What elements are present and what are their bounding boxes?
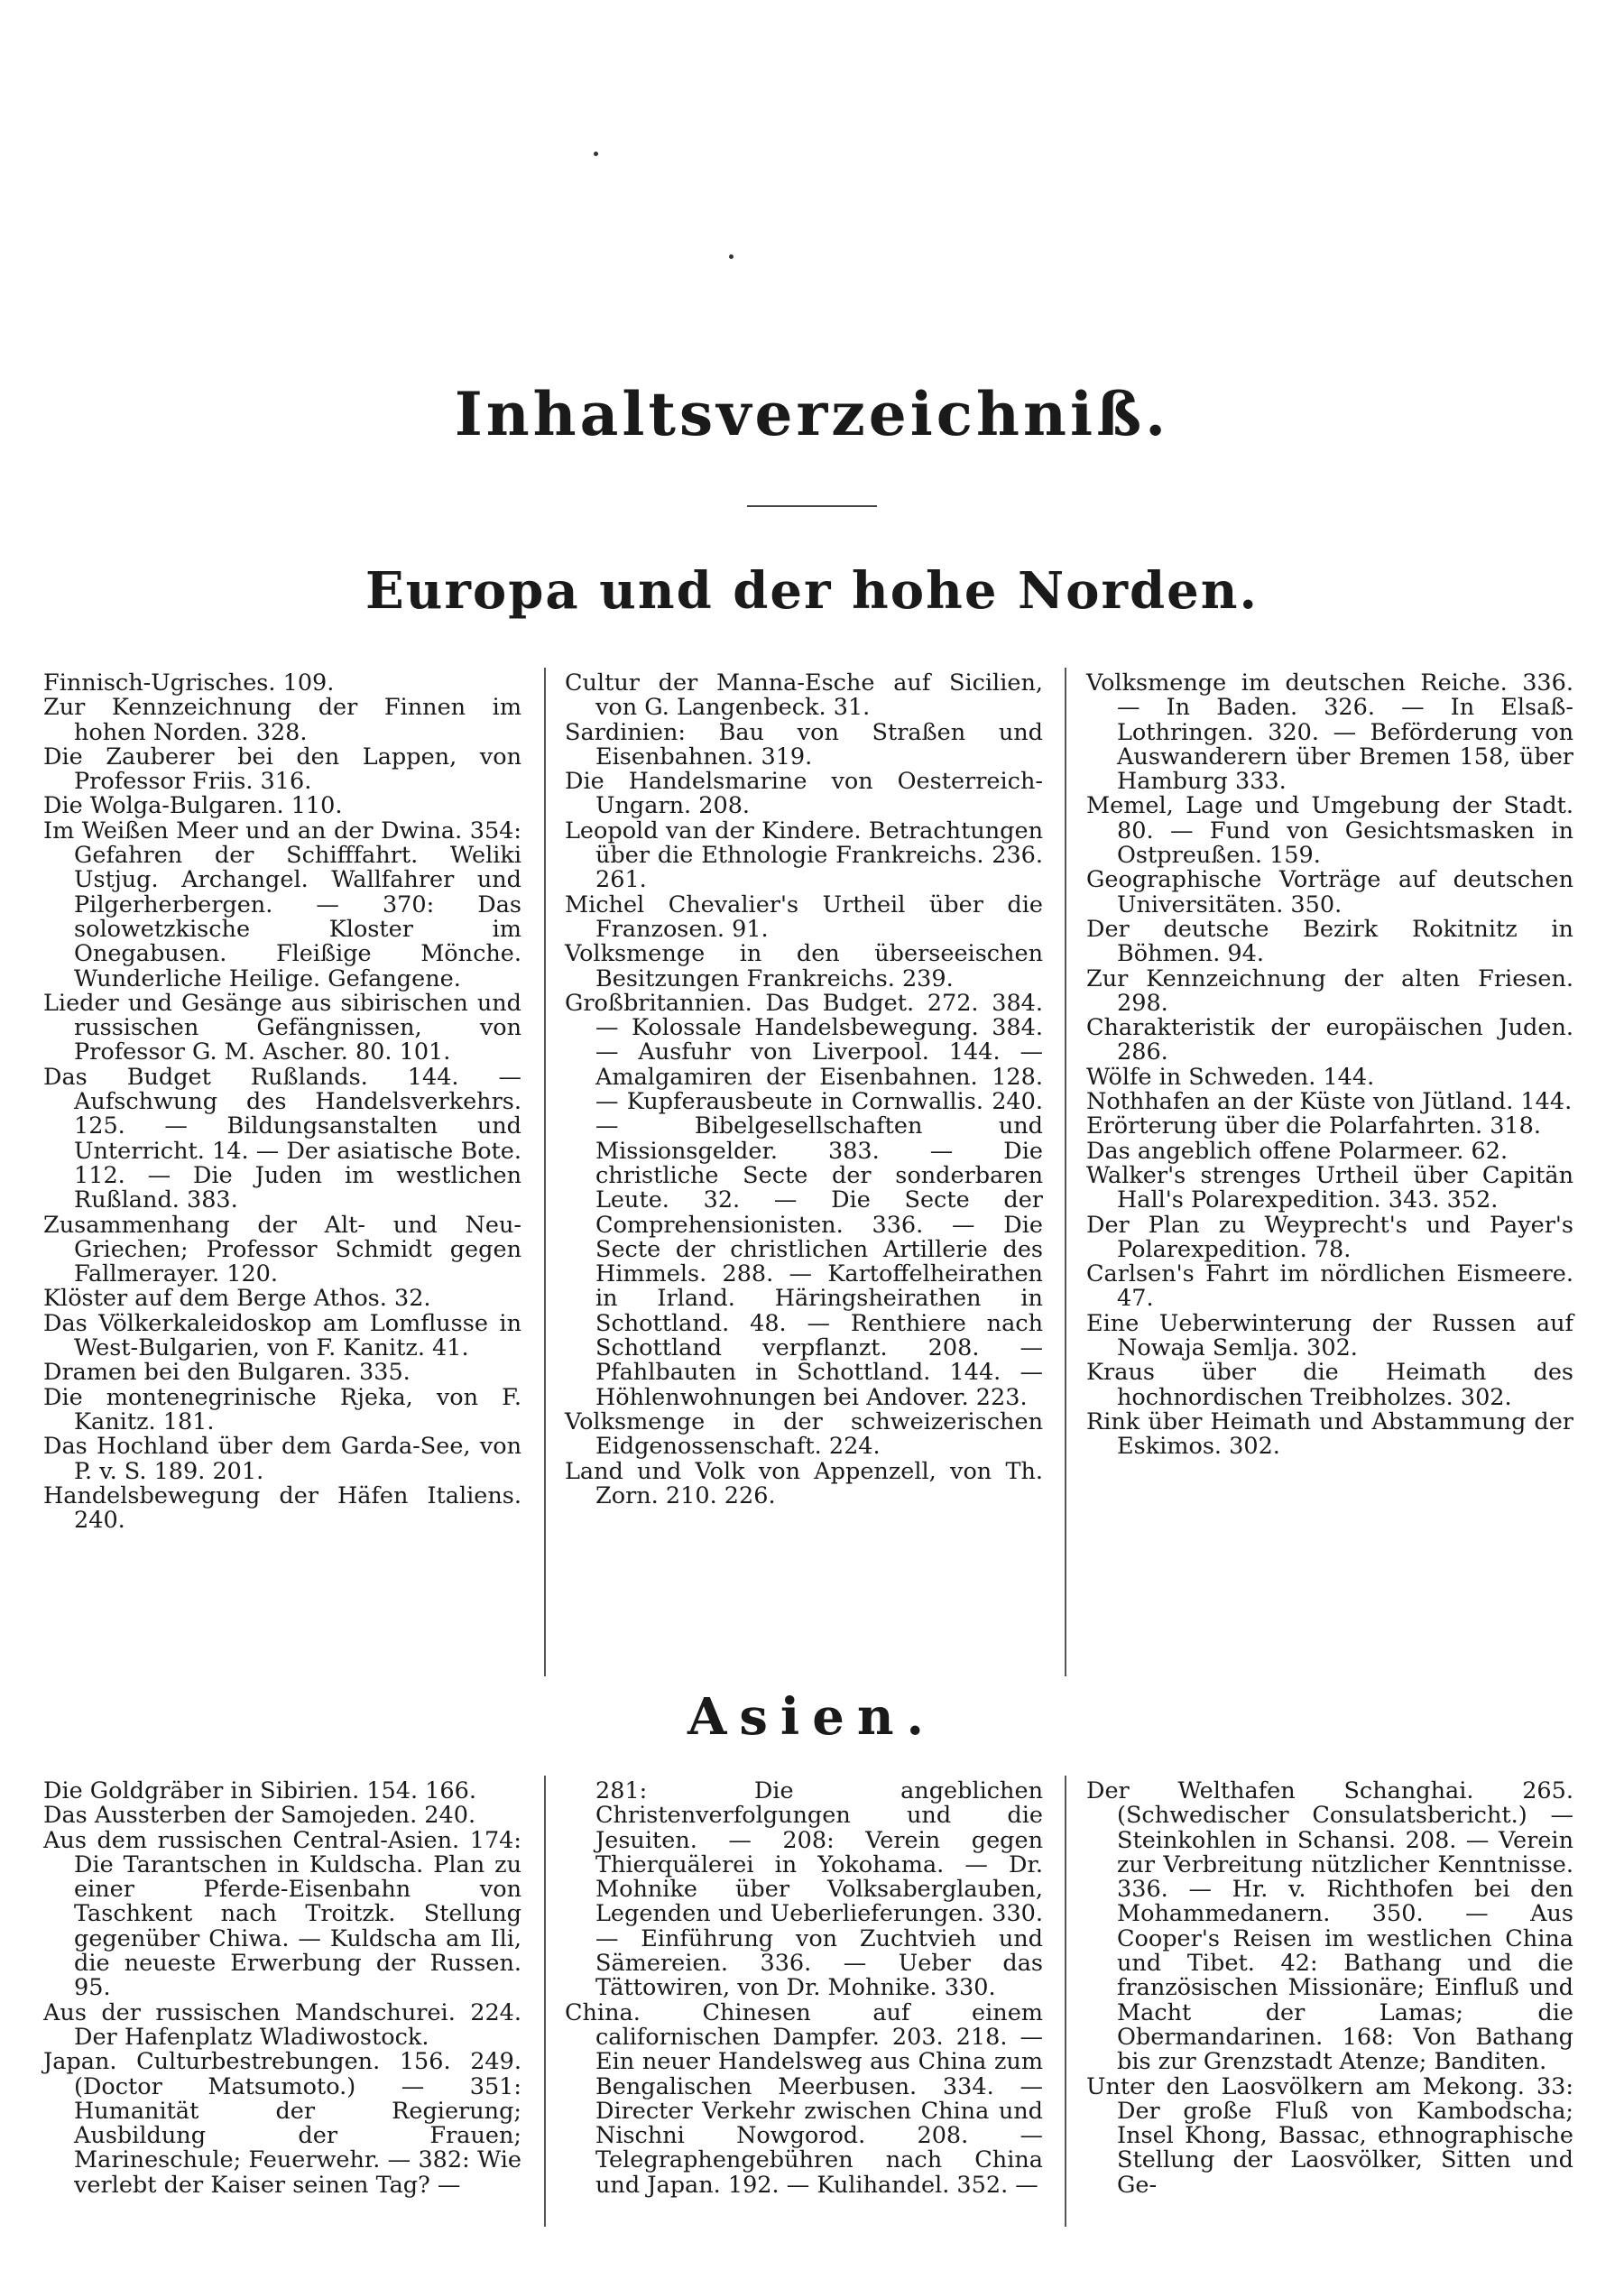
index-entry: Klöster auf dem Berge Athos. 32. bbox=[43, 1285, 431, 1313]
ink-dot bbox=[594, 152, 598, 156]
index-entry: Eine Ueberwinterung der Russen auf Nowaja Semlja. 302. bbox=[1086, 1309, 1573, 1362]
index-entry: Sardinien: Bau von Straßen und Eisenbahnen. 319. bbox=[565, 718, 1043, 771]
index-entry: Das angeblich offene Polarmeer. 62. bbox=[1086, 1137, 1509, 1165]
ink-dot bbox=[729, 254, 734, 259]
index-entry: Zusammenhang der Alt- und Neu-Griechen; Professor Schmidt gegen Fallmerayer. 120. bbox=[43, 1211, 521, 1288]
index-entry: Das Völkerkaleidoskop am Lomflusse in West-Bulgarien, von F. Kanitz. 41. bbox=[43, 1309, 521, 1362]
index-entry: Die Wolga-Bulgaren. 110. bbox=[43, 792, 343, 820]
index-entry: Rink über Heimath und Abstammung der Eskimos. 302. bbox=[1086, 1407, 1573, 1461]
index-entry: Michel Chevalier's Urtheil über die Franzosen. 91. bbox=[565, 890, 1043, 943]
index-entry: Im Weißen Meer und an der Dwina. 354: Gefahren der Schifffahrt. Weliki Ustjug. Archangel. Wallfahrer und Pilgerherbergen. — 370: Das solowetzkische Kloster im Onegabusen. Fleißige Mönche. Wunderliche Heilige. Gefangene. bbox=[43, 817, 521, 992]
index-entry: Land und Volk von Appenzell, von Th. Zorn. 210. 226. bbox=[565, 1457, 1043, 1509]
index-entry: Nothhafen an der Küste von Jütland. 144. bbox=[1086, 1088, 1573, 1116]
title-rule bbox=[747, 505, 877, 507]
index-entry: Großbritannien. Das Budget. 272. 384. — Kolossale Handelsbewegung. 384. — Ausfuhr von Liverpool. 144. — Amalgamiren der Eisenbahnen. 128. — Kupferausbeute in Cornwallis. 240. — Bibelgesellschaften und Missionsgelder. 383. — Die christliche Secte der sonderbaren Leute. 32. — Die Secte der Comprehensionisten. 336. — Die Secte der christlichen Artillerie des Himmels. 288. — Kartoffelheirathen in Irland. Häringsheirathen in Schottland. 48. — Renthiere nach Schottland verpflanzt. 208. — Pfahlbauten in Schottland. 144. — Höhlenwohnungen bei Andover. 223. bbox=[565, 989, 1043, 1411]
index-entry: Der Welthafen Schanghai. 265. (Schwedischer Consulatsbericht.) — Steinkohlen in Schansi. 208. — Verein zur Verbreitung nützlicher Kenntnisse. 336. — Hr. v. Richthofen bei den Mohammedanern. 350. — Aus Cooper's Reisen im westlichen China und Tibet. 42: Bathang und die französischen Missionäre; Einfluß und Macht der Lamas; die Obermandarinen. 168: Von Bathang bis zur Grenzstadt Atenze; Banditen. bbox=[1086, 1777, 1573, 2076]
index-entry: Die Goldgräber in Sibirien. 154. 166. bbox=[43, 1777, 476, 1804]
index-entry: Aus dem russischen Central-Asien. 174: Die Tarantschen in Kuldscha. Plan zu einer Pferde-Eisenbahn von Taschkent nach Troitzk. Stellung gegenüber Chiwa. — Kuldscha am Ili, die neueste Erwerbung der Russen. 95. bbox=[43, 1826, 521, 2002]
index-entry: Das Budget Rußlands. 144. — Aufschwung des Handelsverkehrs. 125. — Bildungsanstalten und Unterricht. 14. — Der asiatische Bote. 112. — Die Juden im westlichen Rußland. 383. bbox=[43, 1063, 521, 1214]
index-entry: Geographische Vorträge auf deutschen Universitäten. 350. bbox=[1086, 866, 1573, 918]
index-entry: Dramen bei den Bulgaren. 335. bbox=[43, 1359, 411, 1387]
asia-column-1 bbox=[43, 1779, 521, 2198]
index-entry: Walker's strenges Urtheil über Capitän Hall's Polarexpedition. 343. 352. bbox=[1086, 1161, 1573, 1214]
column-divider bbox=[544, 1776, 546, 2227]
europe-column-1 bbox=[43, 671, 521, 1533]
index-entry: Japan. Culturbestrebungen. 156. 249. (Doctor Matsumoto.) — 351: Humanität der Regierung; Ausbildung der Frauen; Marineschule; Feuerwehr. — 382: Wie verlebt der Kaiser seinen Tag? — bbox=[43, 2048, 521, 2199]
asia-column-2 bbox=[565, 1779, 1043, 2198]
index-entry: Das Aussterben der Samojeden. 240. bbox=[43, 1802, 476, 1830]
index-entry: Volksmenge in der schweizerischen Eidgenossenschaft. 224. bbox=[565, 1407, 1043, 1461]
index-entry: Wölfe in Schweden. 144. bbox=[1086, 1063, 1375, 1091]
index-entry: Memel, Lage und Umgebung der Stadt. 80. — Fund von Gesichtsmasken in Ostpreußen. 159. bbox=[1086, 792, 1573, 870]
index-entry: Cultur der Manna-Esche auf Sicilien, von G. Langenbeck. 31. bbox=[565, 669, 1043, 722]
column-divider bbox=[1065, 668, 1066, 1676]
index-entry: Zur Kennzeichnung der alten Friesen. 298. bbox=[1086, 964, 1573, 1017]
europe-column-2 bbox=[565, 671, 1043, 1509]
index-entry: Handelsbewegung der Häfen Italiens. 240. bbox=[43, 1481, 521, 1535]
index-entry: Der deutsche Bezirk Rokitnitz in Böhmen. 94. bbox=[1086, 915, 1573, 968]
column-divider bbox=[544, 668, 546, 1676]
index-entry: Carlsen's Fahrt im nördlichen Eismeere. 47. bbox=[1086, 1260, 1573, 1313]
index-entry: Kraus über die Heimath des hochnordischen Treibholzes. 302. bbox=[1086, 1359, 1573, 1411]
index-entry: Aus der russischen Mandschurei. 224. Der Hafenplatz Wladiwostock. bbox=[43, 1998, 521, 2051]
index-entry: China. Chinesen auf einem californischen Dampfer. 203. 218. — Ein neuer Handelsweg aus China zum Bengalischen Meerbusen. 334. — Directer Verkehr zwischen China und Nischni Nowgorod. 208. — Telegraphengebühren nach China und Japan. 192. — Kulihandel. 352. — bbox=[565, 1998, 1043, 2199]
index-entry: Volksmenge im deutschen Reiche. 336. — In Baden. 326. — In Elsaß-Lothringen. 320. — Beförderung von Auswanderern über Bremen 158, über Hamburg 333. bbox=[1086, 669, 1573, 796]
index-entry: Der Plan zu Weyprecht's und Payer's Polarexpedition. 78. bbox=[1086, 1211, 1573, 1263]
column-divider bbox=[1065, 1776, 1066, 2227]
index-entry: Zur Kennzeichnung der Finnen im hohen Norden. 328. bbox=[43, 694, 521, 746]
section-heading-europe: Europa und der hohe Norden. bbox=[364, 561, 1259, 621]
index-entry: Leopold van der Kindere. Betrachtungen über die Ethnologie Frankreichs. 236. 261. bbox=[565, 817, 1043, 894]
section-heading-asia: Asien. bbox=[687, 1687, 937, 1747]
index-entry: Das Hochland über dem Garda-See, von P. v. S. 189. 201. bbox=[43, 1433, 521, 1485]
index-entry: Die Handelsmarine von Oesterreich-Ungarn. 208. bbox=[565, 768, 1043, 820]
index-entry: Volksmenge in den überseeischen Besitzungen Frankreichs. 239. bbox=[565, 940, 1043, 992]
index-entry: Finnisch-Ugrisches. 109. bbox=[43, 669, 335, 697]
page-title: Inhaltsverzeichniß. bbox=[454, 379, 1170, 449]
europe-column-3 bbox=[1086, 671, 1573, 1460]
index-entry: Erörterung über die Polarfahrten. 318. bbox=[1086, 1112, 1541, 1140]
index-entry: 281: Die angeblichen Christenverfolgungen und die Jesuiten. — 208: Verein gegen Thierquälerei in Yokohama. — Dr. Mohnike über Volksaberglauben, Legenden und Ueberlieferungen. 330. — Einführung von Zuchtvieh und Sämereien. 336. — Ueber das Tättowiren, von Dr. Mohnike. 330. bbox=[595, 1777, 1043, 2002]
index-entry: Charakteristik der europäischen Juden. 286. bbox=[1086, 1014, 1573, 1066]
index-entry: Lieder und Gesänge aus sibirischen und russischen Gefängnissen, von Professor G. M. Ascher. 80. 101. bbox=[43, 989, 521, 1066]
asia-column-3 bbox=[1086, 1779, 1573, 2198]
index-entry: Die Zauberer bei den Lappen, von Professor Friis. 316. bbox=[43, 743, 521, 796]
index-entry: Die montenegrinische Rjeka, von F. Kanitz. 181. bbox=[43, 1383, 521, 1435]
index-entry: Unter den Laosvölkern am Mekong. 33: Der große Fluß von Kambodscha; Insel Khong, Bassac, ethnographische Stellung der Laosvölker, Sitten und Ge- bbox=[1086, 2072, 1573, 2199]
